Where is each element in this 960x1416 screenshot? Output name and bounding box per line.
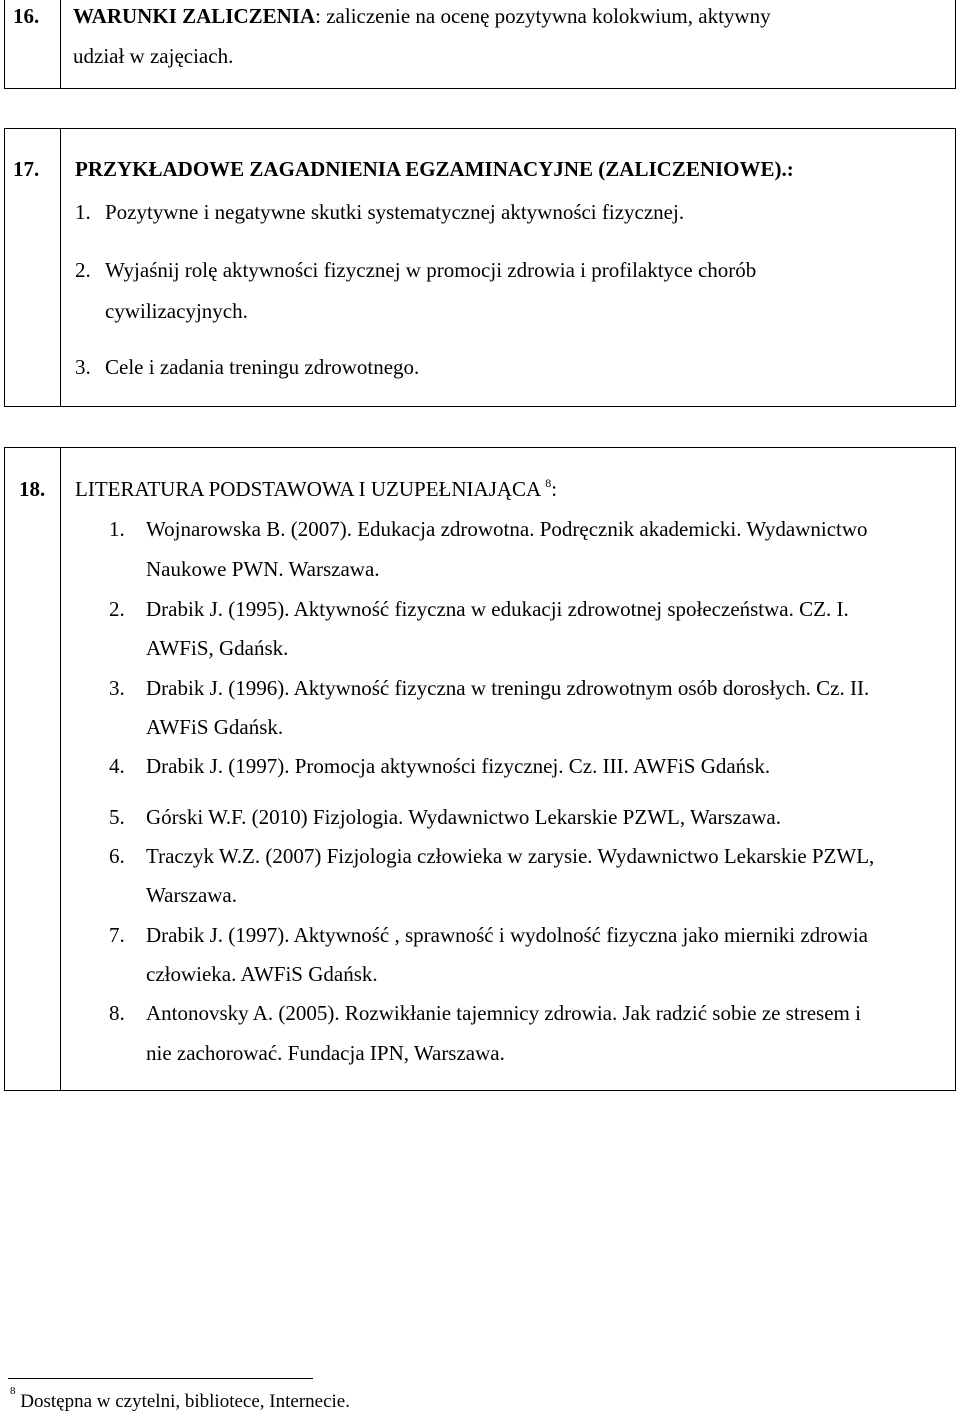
section-17 — [4, 128, 956, 407]
column-divider — [60, 448, 61, 1090]
list-item: Cele i zadania treningu zdrowotnego. — [105, 355, 420, 379]
list-item-continuation: Naukowe PWN. Warszawa. — [146, 557, 380, 581]
footnote-reference: 8 — [545, 476, 552, 490]
list-item-number: 6. — [109, 844, 125, 868]
footnote-mark: 8 — [10, 1385, 16, 1397]
section-heading: WARUNKI ZALICZENIA — [73, 4, 316, 28]
list-item-number: 3. — [75, 355, 91, 379]
list-item-number: 4. — [109, 754, 125, 778]
list-item: Traczyk W.Z. (2007) Fizjologia człowieka w zarysie. Wydawnictwo Lekarskie PZWL, — [146, 844, 875, 868]
footnote-text: Dostępna w czytelni, bibliotece, Internecie. — [15, 1391, 350, 1412]
section-number: 18. — [19, 477, 46, 501]
list-item: Drabik J. (1997). Aktywność , sprawność i wydolność fizyczna jako mierniki zdrowia — [146, 923, 868, 947]
section-16-line-2: udział w zajęciach. — [73, 44, 234, 68]
list-item-continuation: AWFiS Gdańsk. — [146, 715, 284, 739]
list-item-number: 2. — [109, 597, 125, 621]
list-item-number: 5. — [109, 805, 125, 829]
list-item: Wojnarowska B. (2007). Edukacja zdrowotna. Podręcznik akademicki. Wydawnictwo — [146, 517, 868, 541]
column-divider — [60, 0, 61, 88]
list-item-continuation: AWFiS, Gdańsk. — [146, 636, 289, 660]
section-18 — [4, 447, 956, 1091]
list-item: Pozytywne i negatywne skutki systematycznej aktywności fizycznej. — [105, 200, 685, 224]
list-item: Wyjaśnij rolę aktywności fizycznej w promocji zdrowia i profilaktyce chorób — [105, 258, 757, 282]
list-item-number: 2. — [75, 258, 91, 282]
footnote-separator — [8, 1378, 313, 1379]
list-item: Drabik J. (1997). Promocja aktywności fizycznej. Cz. III. AWFiS Gdańsk. — [146, 754, 771, 778]
list-item-number: 1. — [75, 200, 91, 224]
section-number: 16. — [13, 4, 40, 28]
section-number: 17. — [13, 157, 40, 181]
list-item-continuation: cywilizacyjnych. — [105, 299, 248, 323]
list-item: Górski W.F. (2010) Fizjologia. Wydawnictwo Lekarskie PZWL, Warszawa. — [146, 805, 781, 829]
list-item-continuation: człowieka. AWFiS Gdańsk. — [146, 962, 378, 986]
list-item-number: 1. — [109, 517, 125, 541]
section-heading: LITERATURA PODSTAWOWA I UZUPEŁNIAJĄCA $^8$: — [75, 476, 558, 501]
list-item-number: 7. — [109, 923, 125, 947]
column-divider — [60, 129, 61, 406]
section-16-line-1 — [73, 6, 771, 27]
section-heading: PRZYKŁADOWE ZAGADNIENIA EGZAMINACYJNE (ZALICZENIOWE).: — [75, 157, 794, 181]
footnote — [10, 1385, 350, 1412]
list-item-number: 8. — [109, 1001, 125, 1025]
section-16 — [4, 0, 956, 89]
list-item-number: 3. — [109, 676, 125, 700]
list-item-continuation: Warszawa. — [146, 883, 238, 907]
list-item: Antonovsky A. (2005). Rozwikłanie tajemnicy zdrowia. Jak radzić sobie ze stresem i — [146, 1001, 861, 1025]
list-item: Drabik J. (1995). Aktywność fizyczna w edukacji zdrowotnej społeczeństwa. CZ. I. — [146, 597, 849, 621]
section-text: : zaliczenie na ocenę pozytywna kolokwium, aktywny — [315, 4, 771, 28]
list-item-continuation: nie zachorować. Fundacja IPN, Warszawa. — [146, 1041, 505, 1065]
list-item: Drabik J. (1996). Aktywność fizyczna w treningu zdrowotnym osób dorosłych. Cz. II. — [146, 676, 870, 700]
